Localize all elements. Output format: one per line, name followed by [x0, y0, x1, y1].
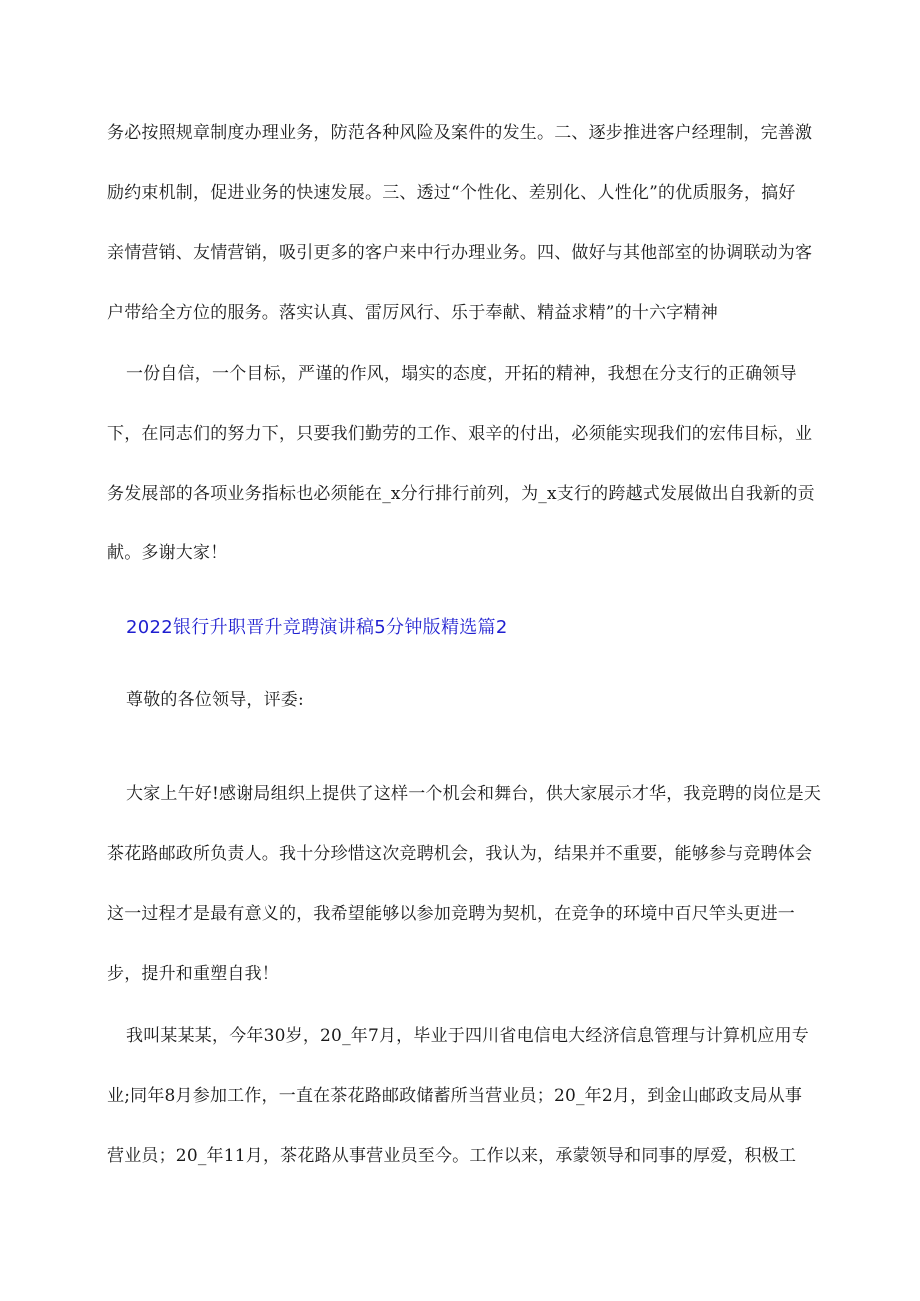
greeting-line: 尊敬的各位领导，评委:	[126, 690, 304, 710]
paragraph-2-line-2: 下，在同志们的努力下，只要我们勤劳的工作、艰辛的付出，必须能实现我们的宏伟目标，业	[107, 424, 813, 444]
paragraph-4-line-3: 营业员；20_年11月，茶花路从事营业员至今。工作以来，承蒙领导和同事的厚爱，积极工	[107, 1146, 797, 1166]
paragraph-1-line-2: 励约束机制，促进业务的快速发展。三、透过“个性化、差别化、人性化”的优质服务，搞好	[107, 183, 796, 203]
paragraph-3-line-2: 茶花路邮政所负责人。我十分珍惜这次竞聘机会，我认为，结果并不重要，能够参与竞聘体会	[107, 844, 813, 864]
paragraph-2-line-3: 务发展部的各项业务指标也必须能在_x分行排行前列，为_x支行的跨越式发展做出自我新的贡	[107, 484, 815, 504]
section-heading: 2022银行升职晋升竞聘演讲稿5分钟版精选篇2	[126, 617, 508, 638]
paragraph-2-line-1: 一份自信，一个目标，严谨的作风，塌实的态度，开拓的精神，我想在分支行的正确领导	[126, 364, 797, 384]
paragraph-3-line-3: 这一过程才是最有意义的，我希望能够以参加竞聘为契机，在竞争的环境中百尺竿头更进一	[107, 904, 795, 924]
paragraph-4-line-1: 我叫某某某，今年30岁，20_年7月，毕业于四川省电信电大经济信息管理与计算机应用专	[126, 1026, 809, 1046]
paragraph-1-line-4: 户带给全方位的服务。落实认真、雷厉风行、乐于奉献、精益求精”的十六字精神	[107, 303, 718, 323]
paragraph-2-line-4: 献。多谢大家！	[107, 543, 228, 563]
paragraph-4-line-2: 业;同年8月参加工作，一直在茶花路邮政储蓄所当营业员；20_年2月，到金山邮政支局从事	[107, 1086, 803, 1106]
paragraph-1-line-1: 务必按照规章制度办理业务，防范各种风险及案件的发生。二、逐步推进客户经理制，完善激	[107, 123, 813, 143]
paragraph-3-line-4: 步，提升和重塑自我！	[107, 964, 279, 984]
paragraph-1-line-3: 亲情营销、友情营销，吸引更多的客户来中行办理业务。四、做好与其他部室的协调联动为客	[107, 243, 813, 263]
paragraph-3-line-1: 大家上午好!感谢局组织上提供了这样一个机会和舞台，供大家展示才华，我竞聘的岗位是天	[126, 784, 822, 804]
